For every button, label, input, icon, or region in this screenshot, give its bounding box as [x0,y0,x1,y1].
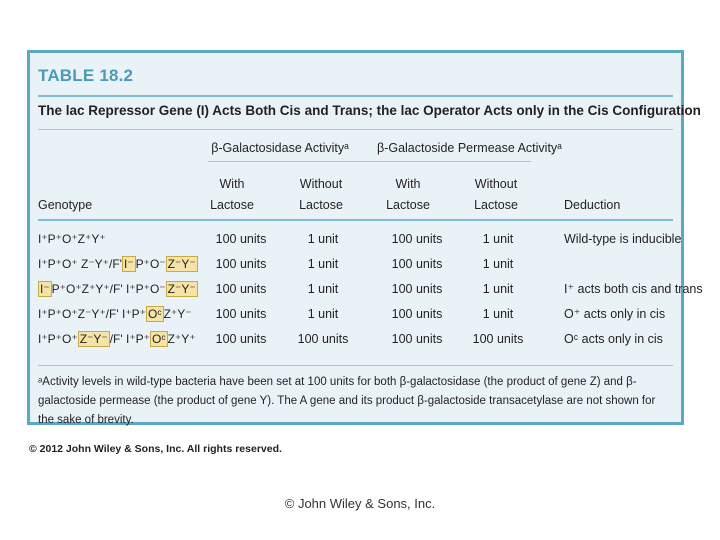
deduction-cell: O⁺ acts only in cis [564,307,666,321]
genotype-segment: P⁺O⁻ [135,257,166,271]
genotype-segment: Z⁺Y⁻ [163,307,192,321]
activity-cell: 100 units [215,232,267,246]
genotype-segment: Z⁺Y⁺ [167,332,196,346]
activity-cell: 100 units [297,332,349,346]
activity-cell: 100 units [215,282,267,296]
deduction-cell: Oᶜ acts only in cis [564,332,663,346]
col-perm-without: Without Lactose [474,177,518,212]
genotype-segment: I⁺P⁺O⁺ Z⁻Y⁺/F' [38,257,122,271]
deduction-cell: Wild-type is inducible [564,232,682,246]
group-header-galactosidase: β-Galactosidase Activityᵃ [211,141,349,155]
title-rule [38,95,673,97]
col-gal-with: With Lactose [210,177,254,212]
genotype-cell [38,252,198,277]
activity-cell: 1 unit [482,257,514,271]
genotype-cell [38,277,198,302]
genotype-highlight: I⁻ [40,282,50,296]
deduction-cell: I⁺ acts both cis and trans [564,282,703,296]
activity-cell: 1 unit [482,232,514,246]
header-rule-bottom [38,219,673,221]
col-gal-without: Without Lactose [299,177,343,212]
table-title: The lac Repressor Gene (I) Acts Both Cis and Trans; the lac Operator Acts only in the Cis Configuration [38,103,701,118]
activity-cell: 1 unit [307,307,339,321]
group-header-permease: β-Galactoside Permease Activityᵃ [377,141,562,155]
activity-cell: 100 units [391,232,443,246]
activity-cell: 100 units [215,332,267,346]
genotype-segment: I⁺P⁺O⁺ [38,332,78,346]
col-genotype: Genotype [38,198,93,212]
table-row [30,227,681,252]
table-row [30,327,681,352]
activity-cell: 100 units [472,332,524,346]
header-rule-top [38,129,673,130]
activity-cell: 1 unit [482,282,514,296]
genotype-cell [38,327,196,352]
genotype-highlight: I⁻ [123,257,134,271]
table-footnote: ᵃActivity levels in wild-type bacteria have been set at 100 units for both β-galactosidase (the product of gene Z) and β-galactoside permease (the product of gene Y). The A gene and its product β-galactoside transacetylase are not shown for the sake of brevity. [38,376,656,426]
table-row [30,277,703,302]
activity-cell: 1 unit [307,282,339,296]
genotype-segment: P⁺O⁺Z⁺Y⁺/F' I⁺P⁺O⁻ [51,282,166,296]
activity-cell: 100 units [391,257,443,271]
genotype-highlight: Oᶜ [147,307,162,321]
activity-cell: 100 units [215,257,267,271]
activity-cell: 100 units [391,282,443,296]
genotype-segment: I⁺P⁺O⁺Z⁺Y⁺ [38,232,106,246]
genotype-segment: I⁺P⁺O⁺Z⁻Y⁺/F' I⁺P⁺ [38,307,146,321]
genotype-cell [38,302,192,327]
col-perm-with: With Lactose [386,177,430,212]
activity-cell: 100 units [391,307,443,321]
group-header-rule [208,161,531,162]
genotype-highlight: Oᶜ [152,332,166,346]
activity-cell: 1 unit [307,232,339,246]
genotype-cell [38,227,106,252]
genotype-highlight: Z⁻Y⁻ [167,282,196,296]
footnote-rule [38,365,673,366]
table-card [27,50,703,426]
genotype-highlight: Z⁻Y⁻ [79,332,108,346]
activity-cell: 1 unit [307,257,339,271]
activity-cell: 1 unit [482,307,514,321]
activity-cell: 100 units [215,307,267,321]
table-number: TABLE 18.2 [38,66,134,85]
slide-footer: © John Wiley & Sons, Inc. [284,496,436,511]
activity-cell: 100 units [391,332,443,346]
table-row [30,252,681,277]
col-deduction: Deduction [564,198,621,212]
genotype-highlight: Z⁻Y⁻ [167,257,196,271]
genotype-segment: /F' I⁺P⁺ [109,332,150,346]
copyright-notice: © 2012 John Wiley & Sons, Inc. All rights reserved. [29,443,282,455]
table-row [30,302,681,327]
